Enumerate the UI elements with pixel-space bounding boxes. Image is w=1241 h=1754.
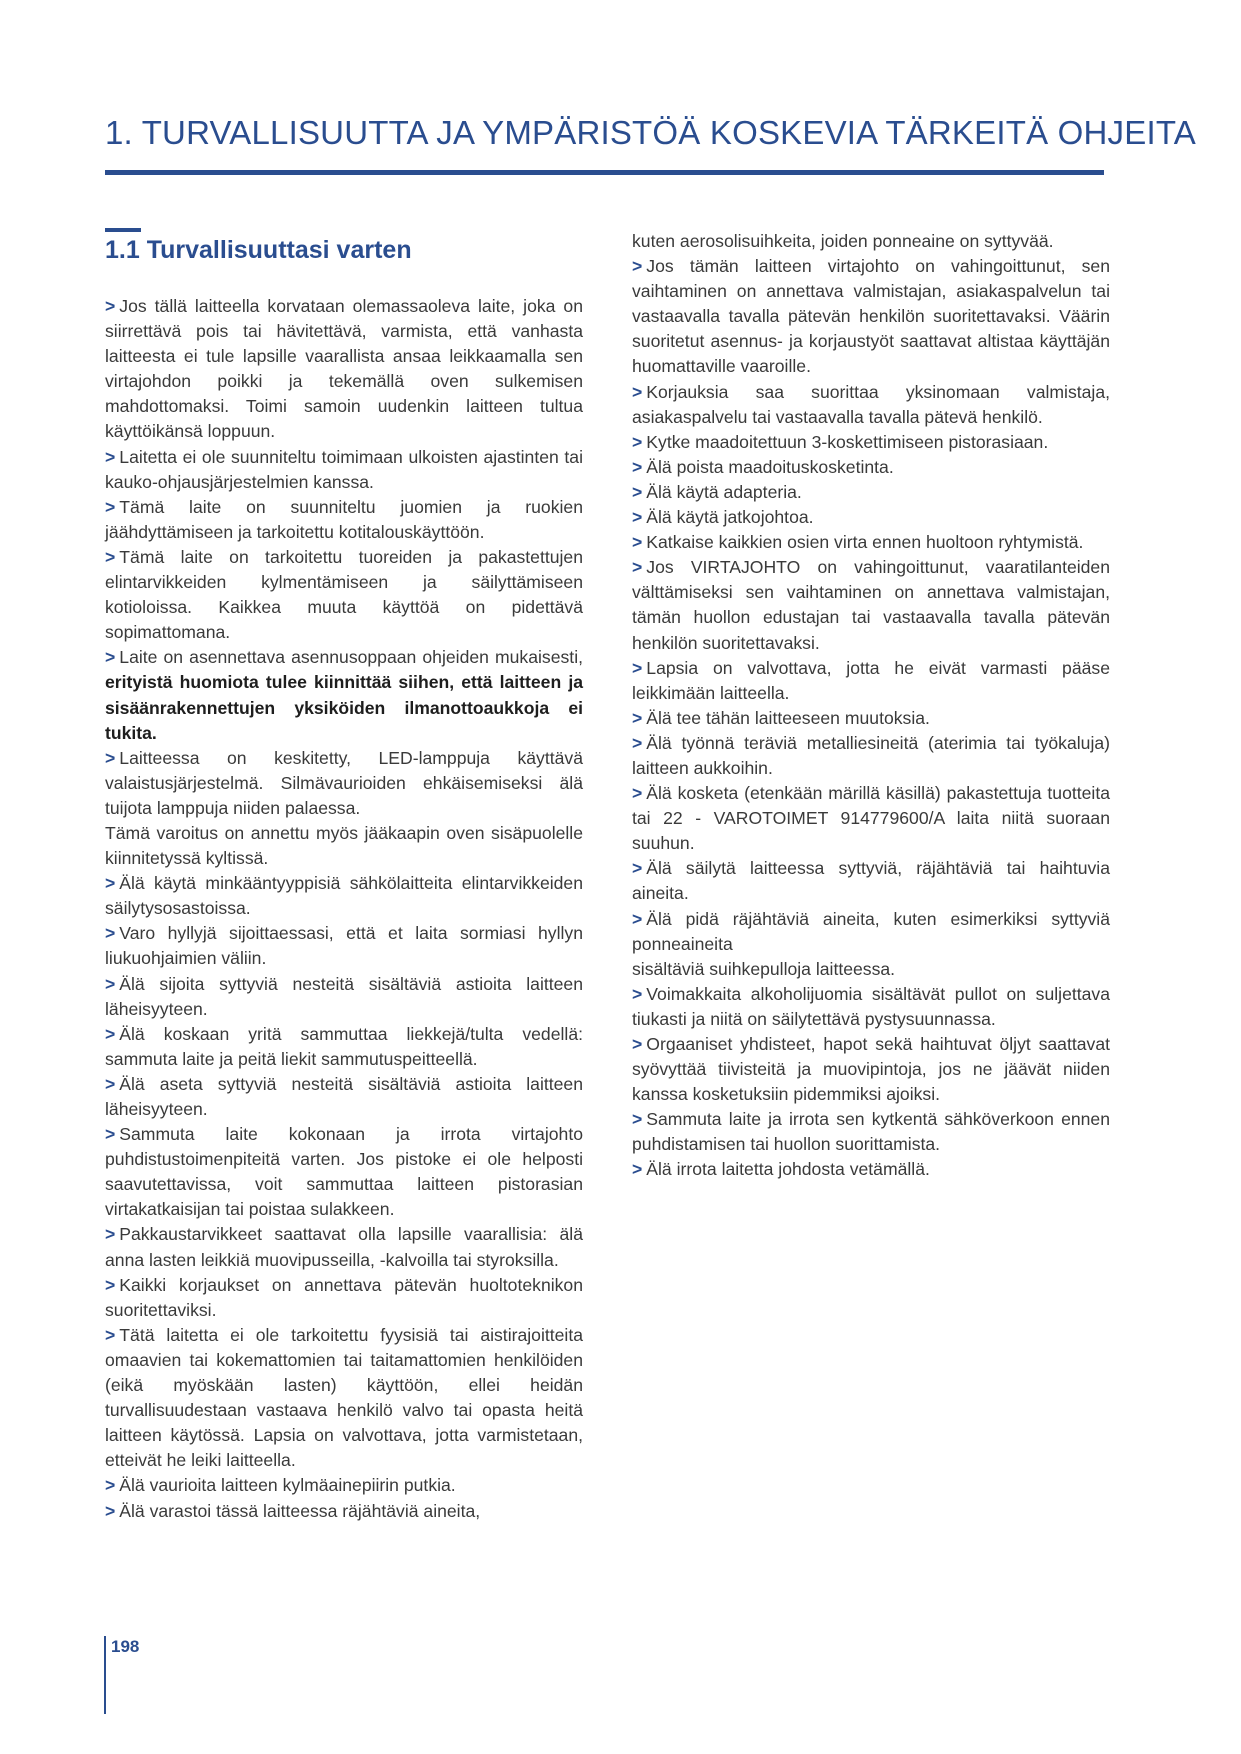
bullet-marker: > xyxy=(105,1500,116,1521)
left-column-body xyxy=(105,294,583,1524)
safety-paragraph xyxy=(632,505,1110,530)
bullet-marker: > xyxy=(632,983,643,1004)
paragraph-text: Älä säilytä laitteessa syttyviä, räjähtäviä tai haihtuvia aineita. xyxy=(632,858,1110,904)
bullet-marker: > xyxy=(632,707,643,728)
bullet-marker: > xyxy=(105,747,116,768)
safety-paragraph xyxy=(105,821,583,871)
paragraph-text: Älä työnnä teräviä metalliesineitä (aterimia tai työkaluja) laitteen aukkoihin. xyxy=(632,732,1110,778)
paragraph-text: Pakkaustarvikkeet saattavat olla lapsille vaarallisia: älä anna lasten leikkiä muovipusseilla, -kalvoilla tai styroksilla. xyxy=(105,1224,583,1270)
safety-paragraph xyxy=(632,856,1110,906)
safety-paragraph xyxy=(105,1473,583,1498)
bullet-marker: > xyxy=(632,1159,643,1180)
safety-paragraph xyxy=(632,430,1110,455)
paragraph-text: Älä poista maadoituskosketinta. xyxy=(646,456,894,477)
bullet-marker: > xyxy=(632,657,643,678)
bullet-marker: > xyxy=(105,973,116,994)
safety-paragraph xyxy=(632,530,1110,555)
paragraph-text: Älä varastoi tässä laitteessa räjähtäviä aineita, xyxy=(119,1500,481,1521)
bullet-marker: > xyxy=(632,256,643,277)
safety-paragraph xyxy=(632,656,1110,706)
safety-paragraph xyxy=(105,921,583,971)
paragraph-text: Orgaaniset yhdisteet, hapot sekä haihtuvat öljyt saattavat syövyttää tiivisteitä ja muovipintoja, jos ne jäävät niiden kanssa kosketuksiin pidemmiksi ajoiksi. xyxy=(632,1034,1110,1105)
emphasis-text: erityistä huomiota tulee kiinnittää siihen, että laitteen ja sisäänrakennettujen yksiköiden ilmanottoaukkoja ei tukita. xyxy=(105,672,583,743)
paragraph-text: Korjauksia saa suorittaa yksinomaan valmistaja, asiakaspalvelu tai vastaavalla tavalla pätevä henkilö. xyxy=(632,381,1110,427)
safety-paragraph xyxy=(105,1222,583,1272)
paragraph-text: Tämä varoitus on annettu myös jääkaapin oven sisäpuolelle kiinnitetyssä kyltissä. xyxy=(105,822,583,869)
safety-paragraph xyxy=(105,1323,583,1474)
paragraph-text: Älä tee tähän laitteeseen muutoksia. xyxy=(646,707,930,728)
paragraph-text: Älä aseta syttyviä nesteitä sisältäviä astioita laitteen läheisyyteen. xyxy=(105,1073,583,1119)
paragraph-text: Jos tällä laitteella korvataan olemassaoleva laite, joka on siirrettävä pois tai hävitettävä, varmista, että vanhasta laitteesta ei tule lapsille vaarallista ansaa leikkaamalla sen virtajohdon poikki ja tekemällä oven sulkemisen mahdottomaksi. Toimi samoin uudenkin laitteen tultua käyttöikänsä loppuun. xyxy=(105,296,583,442)
paragraph-text: Jos VIRTAJOHTO on vahingoittunut, vaaratilanteiden välttämiseksi sen vaihtaminen on annettava valmistajan, tämän huollon edustajan tai vastaavalla tavalla pätevän henkilön suoritettavaksi. xyxy=(632,557,1110,653)
paragraph-text: Sammuta laite kokonaan ja irrota virtajohto puhdistustoimenpiteitä varten. Jos pistoke ei ole helposti saavutettavissa, voit sammuttaa laitteen pistorasian virtakatkaisijan tai poistaa sulakkeen. xyxy=(105,1124,583,1220)
chapter-title-rule xyxy=(105,170,1104,175)
paragraph-text: Tämä laite on suunniteltu juomien ja ruokien jäähdyttämiseen ja tarkoitettu kotitalouskäyttöön. xyxy=(105,496,583,542)
paragraph-text: sisältäviä suihkepulloja laitteessa. xyxy=(632,958,896,979)
paragraph-text: kuten aerosolisuihkeita, joiden ponneaine on syttyvää. xyxy=(632,231,1054,251)
bullet-marker: > xyxy=(105,1274,116,1295)
safety-paragraph xyxy=(632,1157,1110,1182)
paragraph-text: Älä koskaan yritä sammuttaa liekkejä/tulta vedellä: sammuta laite ja peitä liekit sammutuspeitteellä. xyxy=(105,1023,583,1069)
paragraph-text: Älä vaurioita laitteen kylmäainepiirin putkia. xyxy=(119,1475,456,1496)
safety-paragraph xyxy=(105,294,583,445)
bullet-marker: > xyxy=(105,1023,116,1044)
bullet-marker: > xyxy=(632,908,643,929)
safety-paragraph xyxy=(105,445,583,495)
bullet-marker: > xyxy=(105,446,116,467)
paragraph-text: Tämä laite on tarkoitettu tuoreiden ja pakastettujen elintarvikkeiden kylmentämiseen ja säilyttämiseen kotioloissa. Kaikkea muuta käyttöä on pidettävä sopimattomana. xyxy=(105,546,583,643)
paragraph-text: Tätä laitetta ei ole tarkoitettu fyysisiä tai aistirajoitteita omaavien tai kokemattomien tai taitamattomien henkilöiden (eikä myöskään lasten) käyttöön, ellei heidän turvallisuudestaan vastaava henkilö valvo tai opasta heitä laitteen käytössä. Lapsia on valvottava, jotta varmistetaan, etteivät he leiki laitteella. xyxy=(105,1324,583,1471)
bullet-marker: > xyxy=(632,507,643,528)
safety-paragraph xyxy=(632,957,1110,982)
bullet-marker: > xyxy=(632,1034,643,1054)
paragraph-text: Katkaise kaikkien osien virta ennen huoltoon ryhtymistä. xyxy=(646,532,1084,553)
safety-paragraph xyxy=(105,1122,583,1222)
bullet-marker: > xyxy=(105,1224,116,1245)
bullet-marker: > xyxy=(632,532,643,553)
paragraph-text: Älä sijoita syttyviä nesteitä sisältäviä astioita laitteen läheisyyteen. xyxy=(105,973,583,1019)
paragraph-text: Laitetta ei ole suunniteltu toimimaan ulkoisten ajastinten tai kauko-ohjausjärjestelmien kanssa. xyxy=(105,446,583,492)
safety-paragraph xyxy=(105,871,583,921)
bullet-marker: > xyxy=(105,923,116,944)
safety-paragraph xyxy=(105,1072,583,1122)
safety-paragraph xyxy=(632,380,1110,430)
bullet-marker: > xyxy=(105,1324,116,1345)
left-column xyxy=(105,230,583,1524)
safety-paragraph xyxy=(632,1032,1110,1107)
safety-paragraph xyxy=(632,907,1110,957)
bullet-marker: > xyxy=(632,456,643,477)
bullet-marker: > xyxy=(632,381,643,402)
safety-paragraph xyxy=(105,1273,583,1323)
bullet-marker: > xyxy=(632,557,643,578)
paragraph-text: Älä käytä jatkojohtoa. xyxy=(646,507,814,528)
chapter-title: 1. TURVALLISUUTTA JA YMPÄRISTÖÄ KOSKEVIA TÄRKEITÄ OHJEITA xyxy=(105,114,1196,151)
safety-paragraph xyxy=(105,972,583,1022)
safety-paragraph xyxy=(632,982,1110,1032)
safety-paragraph xyxy=(105,545,583,645)
paragraph-text: Kytke maadoitettuun 3-koskettimiseen pistorasiaan. xyxy=(646,431,1049,452)
paragraph-text: Älä irrota laitetta johdosta vetämällä. xyxy=(646,1159,930,1180)
paragraph-text: Älä käytä adapteria. xyxy=(646,481,802,502)
section-title: 1.1 Turvallisuuttasi varten xyxy=(105,236,412,264)
paragraph-text: Älä käytä minkääntyyppisiä sähkölaitteita elintarvikkeiden säilytysosastoissa. xyxy=(105,873,583,919)
safety-paragraph xyxy=(632,480,1110,505)
safety-paragraph xyxy=(105,645,583,745)
safety-paragraph xyxy=(632,706,1110,731)
paragraph-text: Laitteessa on keskitetty, LED-lamppuja käyttävä valaistusjärjestelmä. Silmävaurioiden ehkäisemiseksi älä tuijota lamppuja niiden palaessa. xyxy=(105,747,583,818)
page-number-bar xyxy=(104,1636,106,1714)
right-column-body xyxy=(632,229,1110,1183)
safety-paragraph xyxy=(632,455,1110,480)
right-column xyxy=(632,229,1110,1183)
bullet-marker: > xyxy=(105,546,116,567)
bullet-marker: > xyxy=(105,296,116,316)
paragraph-text: Laite on asennettava asennusoppaan ohjeiden mukaisesti, xyxy=(119,647,583,668)
bullet-marker: > xyxy=(632,732,643,753)
paragraph-text: Lapsia on valvottava, jotta he eivät varmasti pääse leikkimään laitteella. xyxy=(632,657,1110,703)
paragraph-text: Älä kosketa (etenkään märillä käsillä) pakastettuja tuotteita tai 22 - VAROTOIMET 914779600/A laita niitä suoraan suuhun. xyxy=(632,783,1110,854)
bullet-marker: > xyxy=(632,858,643,879)
paragraph-text: Älä pidä räjähtäviä aineita, kuten esimerkiksi syttyviä ponneaineita xyxy=(632,908,1110,954)
bullet-marker: > xyxy=(105,1475,116,1496)
bullet-marker: > xyxy=(105,1073,116,1094)
safety-paragraph xyxy=(632,555,1110,655)
bullet-marker: > xyxy=(632,1109,643,1130)
bullet-marker: > xyxy=(105,496,116,517)
safety-paragraph xyxy=(632,731,1110,781)
paragraph-text: Voimakkaita alkoholijuomia sisältävät pullot on suljettava tiukasti ja niitä on säilytettävä pystysuunnassa. xyxy=(632,983,1110,1029)
paragraph-text: Sammuta laite ja irrota sen kytkentä sähköverkoon ennen puhdistamisen tai huollon suorittamista. xyxy=(632,1109,1110,1155)
safety-paragraph xyxy=(632,1107,1110,1157)
bullet-marker: > xyxy=(632,783,643,804)
safety-paragraph xyxy=(105,495,583,545)
paragraph-text: Varo hyllyjä sijoittaessasi, että et laita sormiasi hyllyn liukuohjaimien väliin. xyxy=(105,923,583,969)
safety-paragraph xyxy=(632,229,1110,254)
paragraph-text: Jos tämän laitteen virtajohto on vahingoittunut, sen vaihtaminen on annettava valmistajan, asiakaspalvelun tai vastaavalla tavalla pätevän henkilön suoritettavaksi. Väärin suoritetut asennus- ja korjaustyöt saattavat altistaa käyttäjän huomattaville vaaroille. xyxy=(632,256,1110,377)
bullet-marker: > xyxy=(105,873,116,894)
safety-paragraph xyxy=(105,746,583,821)
bullet-marker: > xyxy=(632,431,643,452)
bullet-marker: > xyxy=(105,647,116,668)
bullet-marker: > xyxy=(105,1124,116,1145)
safety-paragraph xyxy=(632,254,1110,379)
bullet-marker: > xyxy=(632,481,643,502)
safety-paragraph xyxy=(632,781,1110,856)
page-number: 198 xyxy=(111,1637,140,1656)
paragraph-text: Kaikki korjaukset on annettava pätevän huoltoteknikon suoritettaviksi. xyxy=(105,1274,583,1320)
safety-paragraph xyxy=(105,1499,583,1524)
safety-paragraph xyxy=(105,1022,583,1072)
